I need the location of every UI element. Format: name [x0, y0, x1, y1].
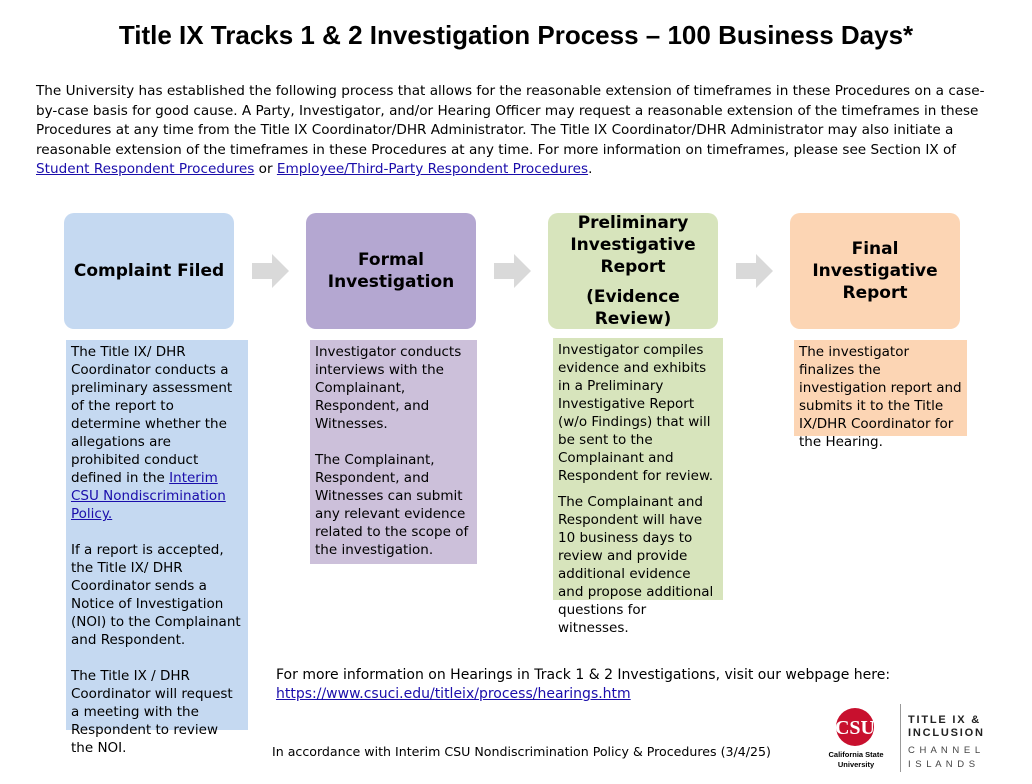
step-preliminary-report [548, 213, 718, 329]
step-final-report [790, 213, 960, 329]
intro-paragraph [36, 82, 996, 180]
desc-paragraph: The Title IX / DHR Coordinator will request a meeting with the Respondent to review the NOI. [71, 668, 233, 756]
campus-name: C H A N N E L I S L A N D S [908, 745, 982, 770]
step-label: Complaint Filed [73, 261, 225, 281]
step-formal-investigation [306, 213, 476, 329]
desc-paragraph: The investigator finalizes the investigation report and submits it to the Title IX/DHR Coordinator for the Hearing. [799, 344, 962, 450]
desc-paragraph: The Complainant, Respondent, and Witnesses can submit any relevant evidence related to the scope of the investigation. [315, 452, 469, 558]
step-complaint-filed [64, 213, 234, 329]
arrow-right-icon [252, 252, 290, 290]
page-title: Title IX Tracks 1 & 2 Investigation Process – 100 Business Days* [118, 20, 914, 50]
desc-final-report [794, 340, 967, 450]
footer-note: In accordance with Interim CSU Nondiscrimination Policy & Procedures (3/4/25) [272, 744, 771, 759]
student-procedures-link[interactable]: Student Respondent Procedures [36, 161, 255, 178]
nondiscrimination-policy-link[interactable]: Interim CSU Nondiscrimination Policy. [71, 470, 226, 522]
desc-complaint-filed [66, 340, 248, 756]
employee-procedures-link[interactable]: Employee/Third-Party Respondent Procedures [276, 161, 589, 178]
arrow-right-icon [736, 252, 774, 290]
step-label: Preliminary Investigative Report [570, 213, 696, 277]
step-label: Formal Investigation [327, 250, 455, 292]
desc-paragraph: If a report is accepted, the Title IX/ DHR Coordinator sends a Notice of Investigation (NOI) to the Complainant and Respondent. [71, 542, 241, 648]
intro-end: . [588, 161, 593, 178]
desc-preliminary-report [553, 338, 723, 636]
more-info [276, 666, 890, 704]
step-label: Final Investigative Report [812, 239, 938, 303]
arrow-right-icon [494, 252, 532, 290]
unit-name: TITLE IX & INCLUSION [908, 714, 985, 739]
logo-divider [900, 704, 901, 772]
logo-area [818, 704, 1018, 780]
desc-formal-investigation [310, 340, 477, 564]
desc-paragraph: The Complainant and Respondent will have 10 business days to review and provide additional evidence and propose additional questions for witnesses. [558, 494, 714, 636]
intro-text: The University has established the following process that allows for the reasonable extension of timeframes in these Procedures on a case-by-case basis for good cause. A Party, Investigator, and/or Hearing Officer may request a reasonable extension of the timeframes in these Procedures at any time from the Title IX Coordinator/DHR Administrator. The Title IX Coordinator/DHR Administrator may also initiate a reasonable extension of the timeframes in these Procedures at any time. For more information on timeframes, please see Section IX of [36, 83, 985, 158]
step-sublabel: (Evidence Review) [586, 287, 680, 329]
desc-paragraph: The Title IX/ DHR Coordinator conducts a preliminary assessment of the report to determine whether the allegations are prohibited conduct defined in the Interim CSU Nondiscrimination Policy. [71, 344, 233, 522]
svg-text:CSU: CSU [834, 717, 876, 739]
csu-logo-icon [832, 706, 878, 748]
hearings-link[interactable]: https://www.csuci.edu/titleix/process/hearings.htm [276, 686, 631, 702]
more-info-text: For more information on Hearings in Track 1 & 2 Investigations, visit our webpage here: [276, 667, 891, 683]
csu-wordmark: California State University [828, 750, 884, 769]
desc-paragraph: Investigator compiles evidence and exhibits in a Preliminary Investigative Report (w/o Findings) that will be sent to the Complainant and Respondent for review. [558, 342, 714, 484]
desc-paragraph: Investigator conducts interviews with the Complainant, Respondent, and Witnesses. [315, 344, 462, 432]
intro-or: or [254, 161, 277, 178]
